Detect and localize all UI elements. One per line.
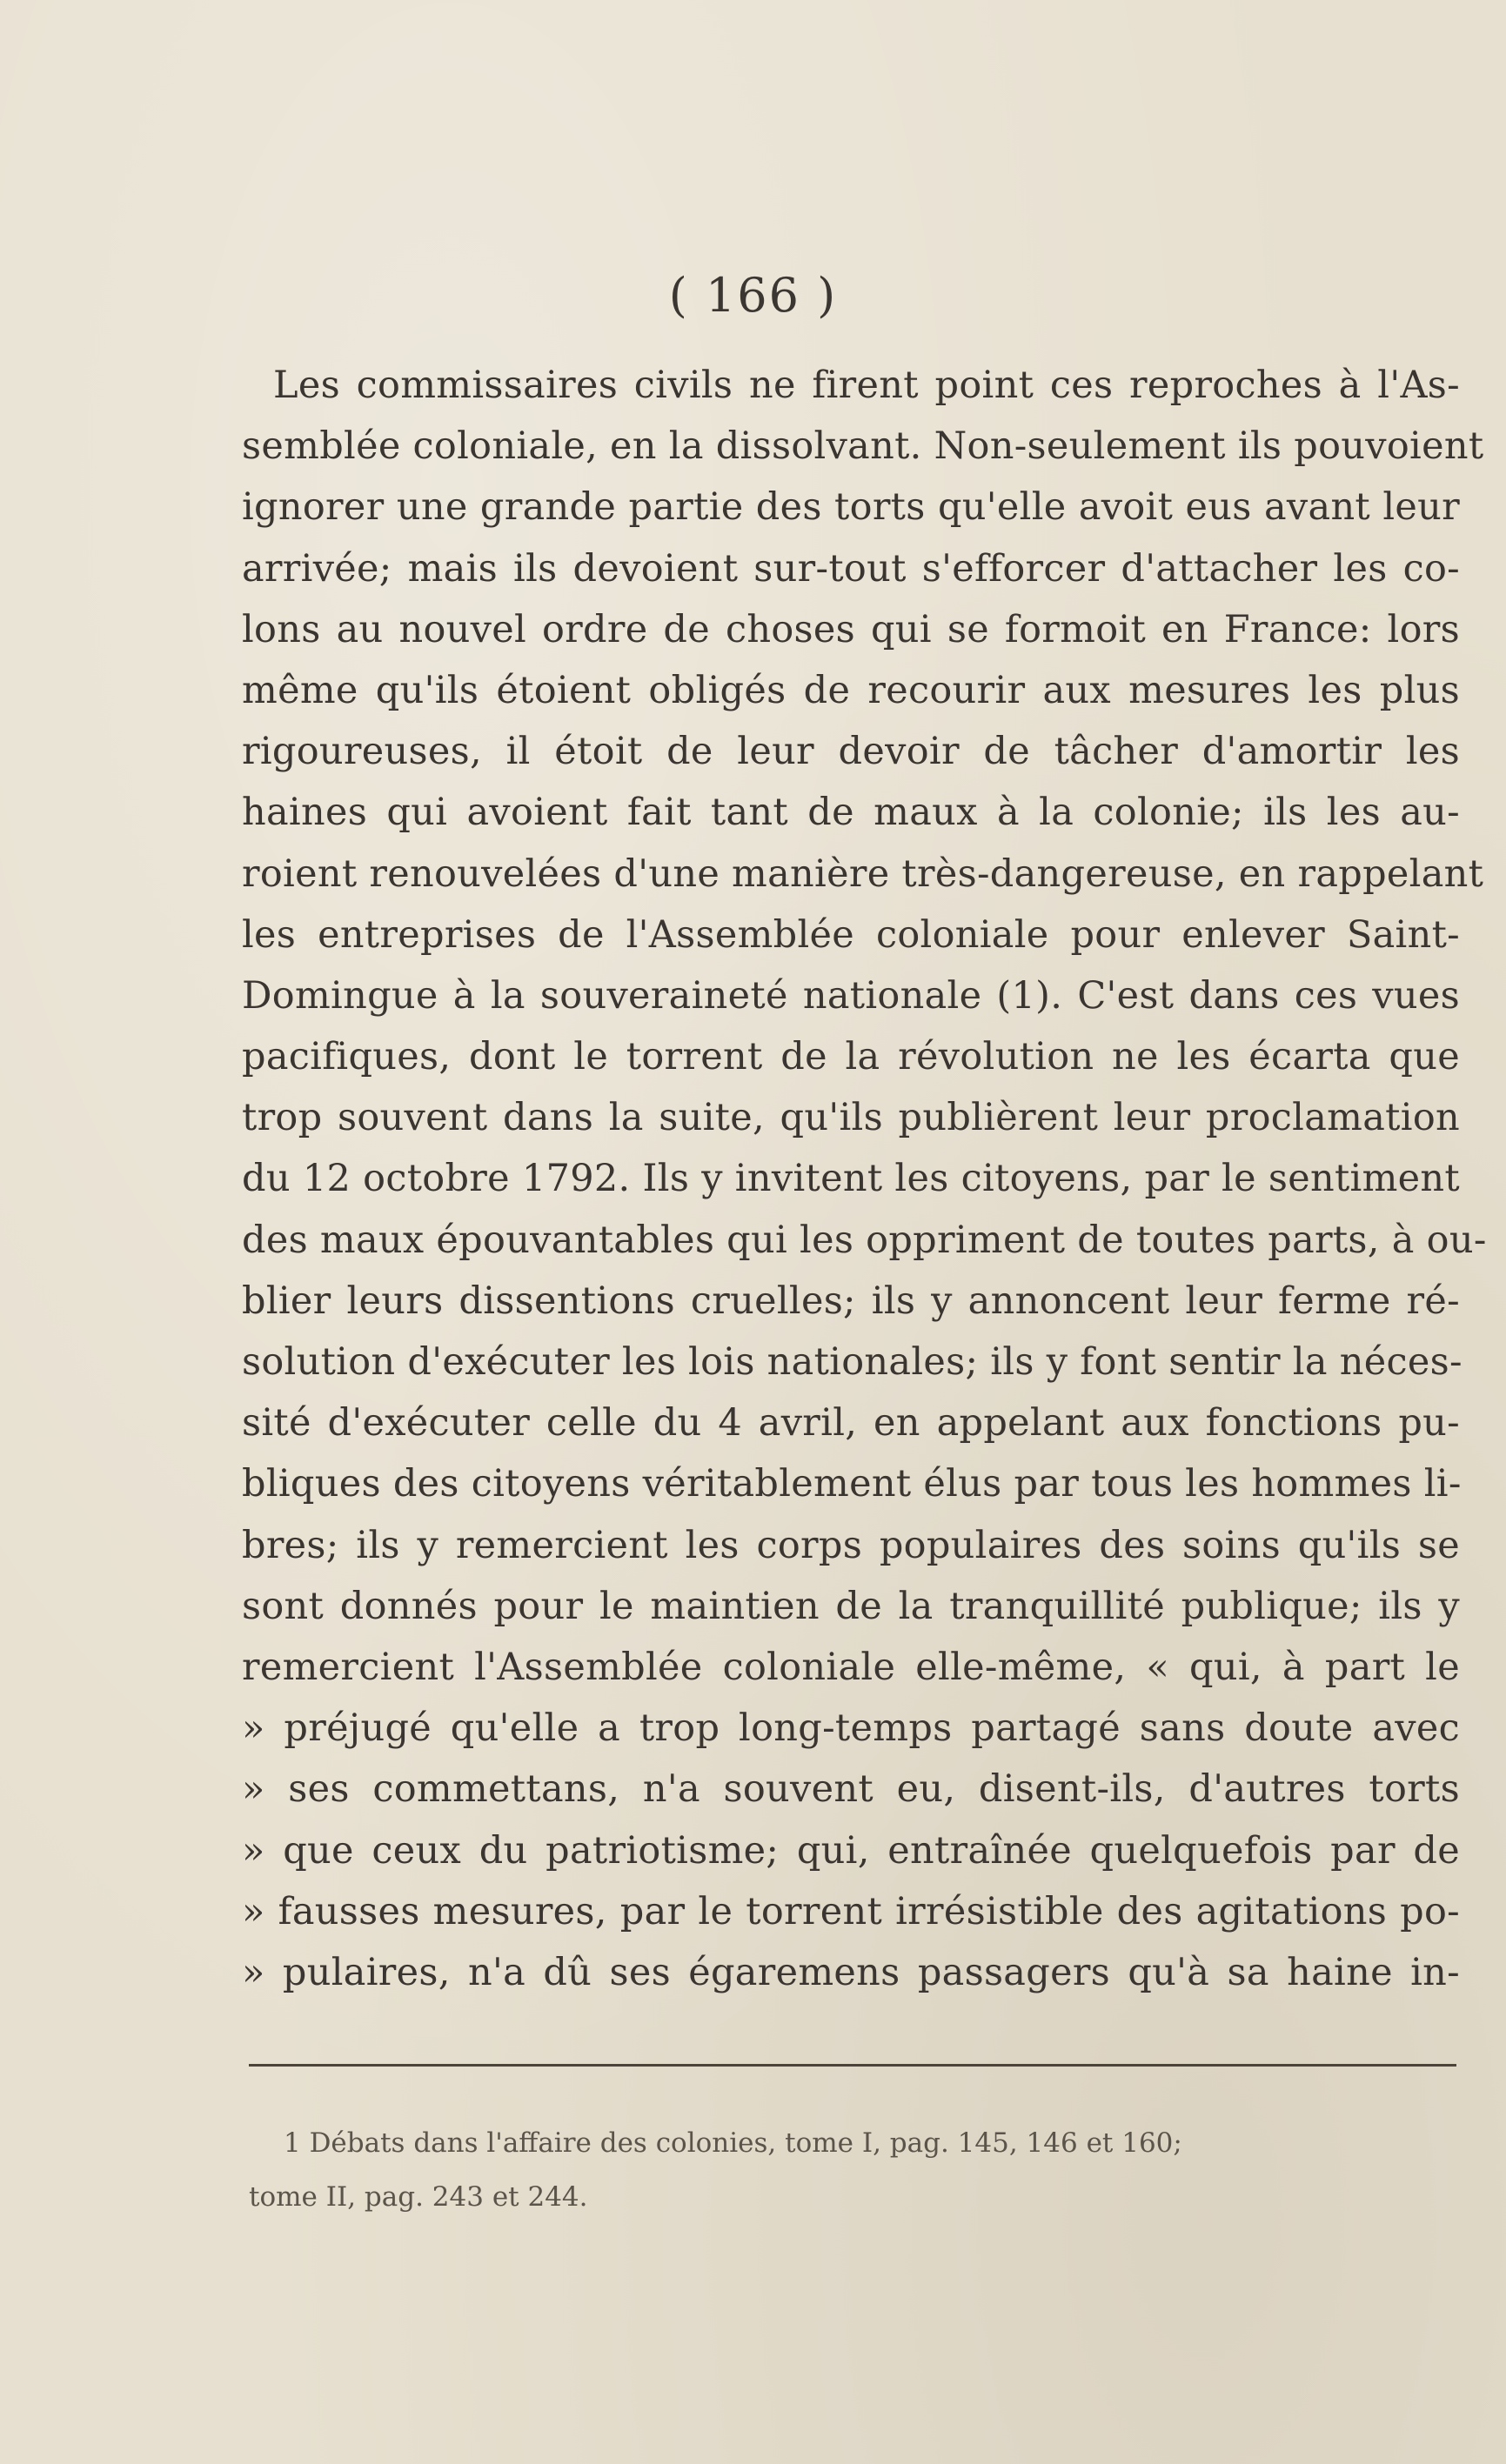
text-line: les entreprises de l'Assemblée coloniale pour enlever Saint- (242, 912, 1460, 957)
text-line: sont donnés pour le maintien de la tranquillité publique; ils y (242, 1584, 1460, 1628)
text-line: » ses commettans, n'a souvent eu, disent-ils, d'autres torts (242, 1767, 1460, 1812)
text-line: Domingue à la souveraineté nationale (1). C'est dans ces vues (242, 973, 1460, 1018)
text-line: même qu'ils étoient obligés de recourir aux mesures les plus (242, 668, 1460, 712)
text-line: » que ceux du patriotisme; qui, entraînée quelquefois par de (242, 1828, 1460, 1873)
text-line: blier leurs dissentions cruelles; ils y annoncent leur ferme ré- (242, 1279, 1460, 1323)
text-line: » pulaires, n'a dû ses égaremens passagers qu'à sa haine in- (242, 1950, 1460, 1994)
text-line: remercient l'Assemblée coloniale elle-même, « qui, à part le (242, 1645, 1460, 1689)
page-number: ( 166 ) (668, 268, 838, 323)
text-line: des maux épouvantables qui les oppriment de toutes parts, à ou- (242, 1218, 1487, 1262)
text-line: bres; ils y remercient les corps populaires des soins qu'ils se (242, 1523, 1460, 1567)
footnote-line: tome II, pag. 243 et 244. (249, 2181, 588, 2213)
footnote-rule (249, 2064, 1456, 2067)
footnote-line: 1 Débats dans l'affaire des colonies, tome I, pag. 145, 146 et 160; (284, 2127, 1182, 2159)
text-line: » fausses mesures, par le torrent irrésistible des agitations po- (242, 1889, 1460, 1933)
text-line: ignorer une grande partie des torts qu'elle avoit eus avant leur (242, 485, 1460, 530)
text-line: » préjugé qu'elle a trop long-temps partagé sans doute avec (242, 1706, 1460, 1751)
text-line: arrivée; mais ils devoient sur-tout s'efforcer d'attacher les co- (242, 546, 1460, 591)
text-line: bliques des citoyens véritablement élus par tous les hommes li- (242, 1462, 1462, 1506)
text-line: roient renouvelées d'une manière très-dangereuse, en rappelant (242, 851, 1484, 896)
text-line: trop souvent dans la suite, qu'ils publièrent leur proclamation (242, 1096, 1460, 1140)
text-line: solution d'exécuter les lois nationales; ils y font sentir la néces- (242, 1340, 1462, 1384)
footnotes (249, 2116, 1456, 2224)
text-line: haines qui avoient fait tant de maux à la colonie; ils les au- (242, 791, 1460, 835)
text-line: sité d'exécuter celle du 4 avril, en appelant aux fonctions pu- (242, 1401, 1460, 1446)
body-text (242, 355, 1487, 2003)
text-line: semblée coloniale, en la dissolvant. Non-seulement ils pouvoient (242, 424, 1484, 469)
text-line: lons au nouvel ordre de choses qui se formoit en France: lors (242, 607, 1460, 651)
text-line: du 12 octobre 1792. Ils y invitent les citoyens, par le sentiment (242, 1157, 1460, 1201)
text-line: rigoureuses, il étoit de leur devoir de tâcher d'amortir les (242, 730, 1460, 774)
text-line: pacifiques, dont le torrent de la révolution ne les écarta que (242, 1035, 1460, 1079)
text-line: Les commissaires civils ne firent point ces reproches à l'As- (273, 364, 1460, 407)
